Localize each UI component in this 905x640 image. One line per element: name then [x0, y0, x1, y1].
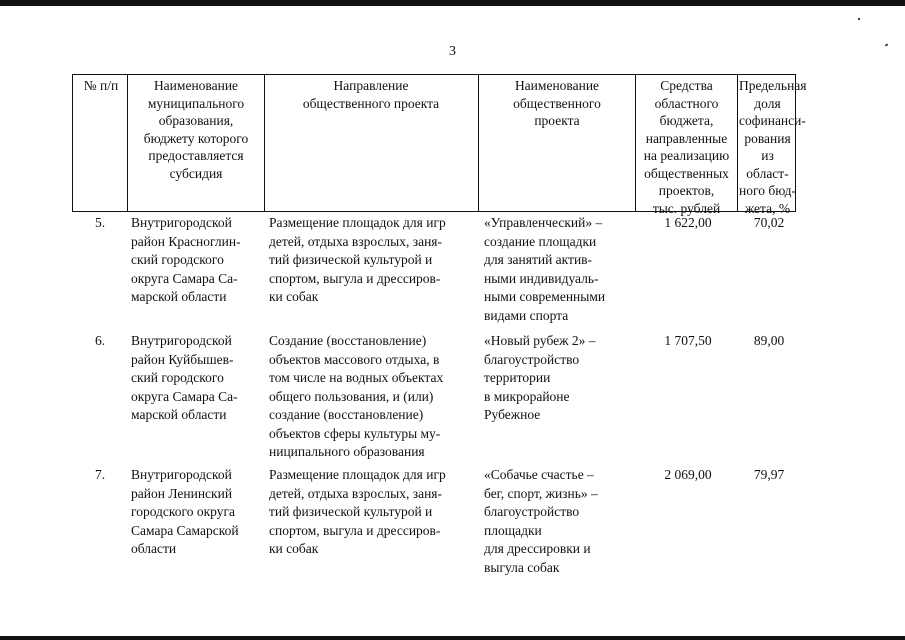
header-col-number: № п/п [83, 78, 119, 93]
header-col-funds: Средства областного бюджета, направленные на реализацию общественных проектов, тыс. рублей [643, 78, 730, 216]
header-col-direction: Направление общественного проекта [302, 78, 440, 111]
scan-top-border [0, 0, 905, 6]
row-municipality: Внутригородской район Куйбышев- ский городского округа Самара Са- марской области [131, 333, 238, 422]
row-share: 89,00 [753, 333, 785, 348]
header-col-share: Предельная доля софинанси- рования из област- ного бюд- жета, % [739, 78, 807, 216]
row-number: 5. [94, 215, 106, 230]
table-header [72, 74, 807, 216]
column-divider [478, 75, 479, 211]
row-municipality: Внутригородской район Красноглин- ский городского округа Самара Са- марской области [131, 215, 241, 304]
row-project: «Управленческий» – создание площадки для занятий актив- ными индивидуаль- ными современными видами спорта [484, 215, 606, 323]
row-number: 6. [94, 333, 106, 348]
row-municipality: Внутригородской район Ленинский городского округа Самара Самарской области [131, 467, 239, 556]
row-project: «Собачье счастье – бег, спорт, жизнь» – благоустройство площадки для дрессировки и выгула собак [484, 467, 598, 575]
column-divider [127, 75, 128, 211]
row-share: 70,02 [753, 215, 785, 230]
scan-speck [858, 18, 860, 20]
row-direction: Размещение площадок для игр детей, отдыха взрослых, заня- тий физической культурой и спортом, выгула и дрессиров- ки собак [269, 215, 446, 304]
column-divider [264, 75, 265, 211]
column-divider [635, 75, 636, 211]
row-funds: 1 707,50 [664, 333, 712, 348]
row-funds: 1 622,00 [664, 215, 712, 230]
column-divider [737, 75, 738, 211]
row-project: «Новый рубеж 2» – благоустройство территории в микрорайоне Рубежное [484, 333, 596, 422]
page-number: 3 [449, 44, 456, 59]
row-direction: Размещение площадок для игр детей, отдыха взрослых, заня- тий физической культурой и спортом, выгула и дрессиров- ки собак [269, 467, 446, 556]
header-col-municipality: Наименование муниципального образования, бюджету которого предоставляется субсидия [143, 78, 249, 181]
row-number: 7. [94, 467, 106, 482]
row-share: 79,97 [753, 467, 785, 482]
row-direction: Создание (восстановление) объектов массового отдыха, в том числе на водных объектах общего пользования, и (или) создание (восстановление) объектов сферы культуры му- ниципального образования [269, 333, 444, 459]
row-funds: 2 069,00 [664, 467, 712, 482]
header-col-project: Наименование общественного проекта [513, 78, 601, 128]
scan-bottom-border [0, 636, 905, 640]
